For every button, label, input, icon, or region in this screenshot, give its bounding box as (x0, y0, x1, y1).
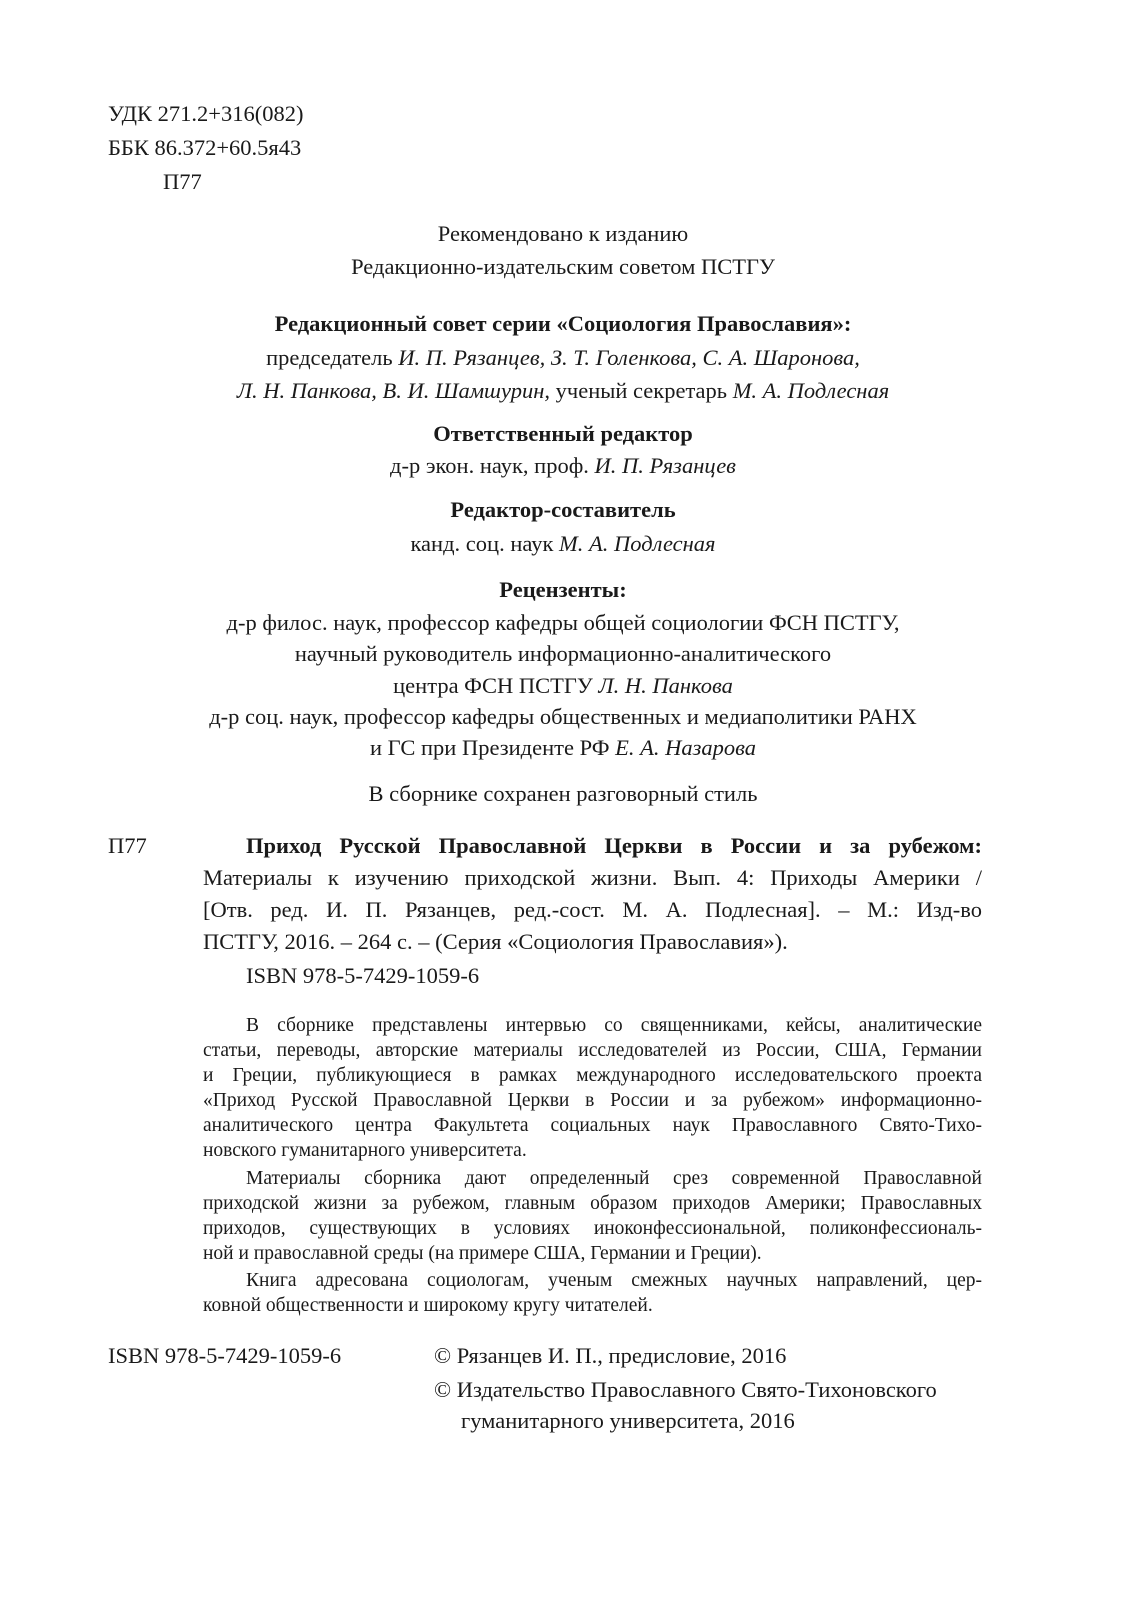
reviewer1-line2: научный руководитель информационно-аналитического (294, 641, 832, 666)
reviewer1-line1: д-р филос. наук, профессор кафедры общей социологии ФСН ПСТГУ, (226, 610, 900, 635)
series-board-line2: Л. Н. Панкова, В. И. Шамшурин, ученый секретарь М. А. Подлесная (236, 378, 890, 403)
bib-mark: П77 (108, 833, 147, 858)
abstract-line: Материалы сборника дают определенный срез современной Православной (246, 1168, 982, 1189)
author-mark: П77 (163, 169, 202, 194)
style-note: В сборнике сохранен разговорный стиль (368, 781, 758, 806)
abstract-line: ной и православной среды (на примере США, Германии и Греции). (203, 1243, 762, 1264)
abstract-line: Книга адресована социологам, ученым смежных научных направлений, цер- (246, 1270, 982, 1291)
compiler-line: канд. соц. наук М. А. Подлесная (410, 531, 716, 556)
recommendation-line1: Рекомендовано к изданию (437, 221, 689, 246)
compiler-heading: Редактор-составитель (450, 497, 676, 522)
copyright-publisher: © Издательство Православного Свято-Тихоновского (434, 1377, 937, 1402)
copyright-author: © Рязанцев И. П., предисловие, 2016 (434, 1343, 787, 1368)
chief-editor-line: д-р экон. наук, проф. И. П. Рязанцев (390, 453, 736, 478)
abstract-line: и Греции, публикующиеся в рамках международного исследовательского проекта (203, 1065, 982, 1086)
footer-isbn: ISBN 978-5-7429-1059-6 (108, 1343, 342, 1368)
reviewers-heading: Рецензенты: (499, 577, 627, 602)
abstract-line: аналитического центра Факультета социальных наук Православного Свято-Тихо- (203, 1115, 982, 1136)
bib-line2: Материалы к изучению приходской жизни. Вып. 4: Приходы Америки / (203, 865, 982, 890)
abstract-line: «Приход Русской Православной Церкви в России и за рубежом» информационно- (203, 1090, 982, 1111)
bbk-code: ББК 86.372+60.5я43 (108, 135, 302, 160)
abstract-line: приходов, существующих в условиях иноконфессиональной, поликонфессиональ- (203, 1218, 982, 1239)
reviewer2-line1: д-р соц. наук, профессор кафедры общественных и медиаполитики РАНХ (209, 704, 917, 729)
bib-line3: [Отв. ред. И. П. Рязанцев, ред.-сост. М. А. Подлесная]. – М.: Изд-во (203, 897, 982, 922)
abstract-line: статьи, переводы, авторские материалы исследователей из России, США, Германии (203, 1040, 982, 1061)
copyright-publisher-cont: гуманитарного университета, 2016 (461, 1408, 795, 1433)
abstract-line: ковной общественности и широкому кругу читателей. (203, 1295, 653, 1316)
chief-editor-heading: Ответственный редактор (433, 421, 693, 446)
abstract-line: новского гуманитарного университета. (203, 1140, 527, 1161)
abstract-line: В сборнике представлены интервью со священниками, кейсы, аналитические (246, 1015, 982, 1036)
bib-title: Приход Русской Православной Церкви в России и за рубежом: (246, 833, 982, 858)
series-board-line1: председатель И. П. Рязанцев, З. Т. Голенкова, С. А. Шаронова, (266, 345, 860, 370)
reviewer2-line2: и ГС при Президенте РФ Е. А. Назарова (370, 735, 756, 760)
reviewer1-line3: центра ФСН ПСТГУ Л. Н. Панкова (393, 673, 733, 698)
bib-isbn: ISBN 978-5-7429-1059-6 (246, 963, 480, 988)
recommendation-line2: Редакционно-издательским советом ПСТГУ (351, 254, 775, 279)
bib-line4: ПСТГУ, 2016. – 264 с. – (Серия «Социология Православия»). (203, 929, 788, 954)
udk-code: УДК 271.2+316(082) (108, 101, 304, 126)
series-board-heading: Редакционный совет серии «Социология Православия»: (274, 311, 852, 336)
abstract-line: приходской жизни за рубежом, главным образом приходов Америки; Православных (203, 1193, 982, 1214)
